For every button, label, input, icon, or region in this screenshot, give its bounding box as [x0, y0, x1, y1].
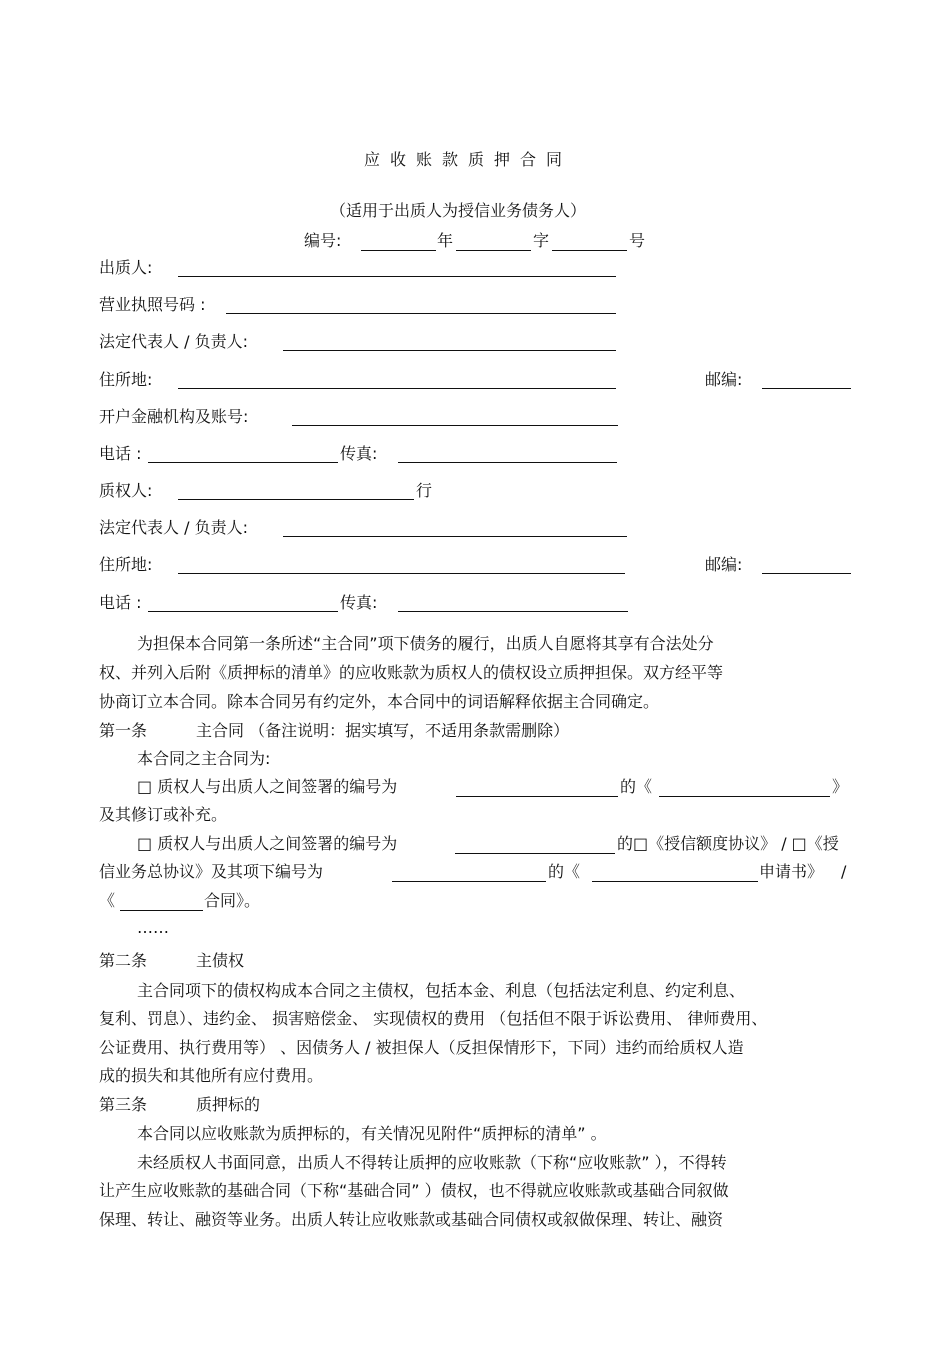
article-3-line-1: 本合同以应收账款为质押标的，有关情况见附件“质押标的清单” 。 [137, 1124, 607, 1143]
article-1-option-2-application: 申请书》 [759, 862, 824, 881]
article-1-option-2-slash: / [841, 862, 847, 881]
field-license-label: 营业执照号码 : [99, 295, 206, 314]
article-2-line-2: 复利、罚息）、违约金、 损害赔偿金、 实现债权的费用 （包括但不限于诉讼费用、 律师费用、 [99, 1009, 768, 1028]
ellipsis: …… [137, 918, 169, 937]
field-phone-2-label: 电话 : [99, 593, 142, 612]
field-address-1-blank[interactable] [178, 388, 616, 389]
field-phone-1-label: 电话 : [99, 444, 142, 463]
article-1-option-2-open: 《 [99, 891, 116, 910]
field-pledgee-suffix: 行 [416, 481, 433, 500]
field-fax-2-blank[interactable] [398, 611, 628, 612]
article-2-line-4: 成的损失和其他所有应付费用。 [99, 1066, 324, 1085]
field-postcode-1-blank[interactable] [762, 388, 851, 389]
field-pledgor-blank[interactable] [178, 276, 616, 277]
article-1-option-2-blank-sub-number[interactable] [392, 881, 546, 882]
field-postcode-2-label: 邮编: [705, 555, 743, 574]
article-1-option-2-blank-number[interactable] [455, 853, 615, 854]
field-address-2-label: 住所地: [99, 555, 153, 574]
article-1-option-2-agreements: 的□《授信额度协议》 / □《授 [617, 834, 839, 853]
article-1-option-1-close: 》 [832, 777, 849, 796]
article-2-title: 主债权 [196, 951, 245, 970]
article-2-number: 第二条 [99, 951, 148, 970]
field-legal-rep-2-blank[interactable] [283, 536, 627, 537]
article-1-option-2-line-2: 信业务总协议》及其项下编号为 [99, 862, 324, 881]
number-char: 字 [533, 231, 550, 250]
article-1-option-2-of: 的《 [548, 862, 581, 881]
intro-line-3: 协商订立本合同。除本合同另有约定外，本合同中的词语解释依据主合同确定。 [99, 692, 660, 711]
field-bank-account-label: 开户金融机构及账号: [99, 407, 249, 426]
number-no: 号 [629, 231, 646, 250]
field-pledgee-blank[interactable] [178, 499, 414, 500]
field-license-blank[interactable] [226, 313, 616, 314]
number-year: 年 [437, 231, 454, 250]
field-fax-1-blank[interactable] [398, 462, 617, 463]
field-postcode-2-blank[interactable] [762, 573, 851, 574]
field-address-2-blank[interactable] [178, 573, 625, 574]
article-1-option-2-blank-contract[interactable] [120, 910, 203, 911]
page-subtitle: （适用于出质人为授信业务债务人） [330, 201, 587, 220]
article-1-title: 主合同 （备注说明：据实填写，不适用条款需删除） [196, 721, 570, 740]
article-1-line-1: 本合同之主合同为: [137, 749, 271, 768]
article-1-option-1-of: 的《 [620, 777, 653, 796]
article-3-number: 第三条 [99, 1095, 148, 1114]
number-label: 编号: [304, 231, 342, 250]
field-fax-1-label: 传真: [340, 444, 378, 463]
article-1-option-2-contract: 合同》。 [204, 891, 261, 910]
field-phone-2-blank[interactable] [148, 611, 338, 612]
intro-line-2: 权、并列入后附《质押标的清单》的应收账款为质权人的债权设立质押担保。双方经平等 [99, 663, 724, 682]
article-1-option-2-blank-application[interactable] [592, 881, 758, 882]
article-1-option-1-text: □ 质权人与出质人之间签署的编号为 [137, 777, 398, 796]
field-phone-1-blank[interactable] [148, 462, 338, 463]
field-fax-2-label: 传真: [340, 593, 378, 612]
field-legal-rep-1-label: 法定代表人 / 负责人: [99, 332, 248, 351]
article-2-line-1: 主合同项下的债权构成本合同之主债权，包括本金、利息（包括法定利息、约定利息、 [137, 981, 746, 1000]
article-2-line-3: 公证费用、执行费用等） 、因债务人 / 被担保人（反担保情形下，下同）违约而给质权人造 [99, 1038, 744, 1057]
article-1-option-1-blank-name[interactable] [659, 796, 830, 797]
article-3-line-3: 让产生应收账款的基础合同（下称“基础合同” ）债权，也不得就应收账款或基础合同叙做 [99, 1181, 729, 1200]
field-bank-account-blank[interactable] [292, 425, 618, 426]
article-1-option-1-blank-number[interactable] [456, 796, 618, 797]
field-address-1-label: 住所地: [99, 370, 153, 389]
intro-line-1: 为担保本合同第一条所述“主合同”项下债务的履行，出质人自愿将其享有合法处分 [137, 634, 714, 653]
number-blank-1[interactable] [361, 250, 436, 251]
article-1-number: 第一条 [99, 721, 148, 740]
article-3-title: 质押标的 [196, 1095, 261, 1114]
number-blank-2[interactable] [456, 250, 531, 251]
field-postcode-1-label: 邮编: [705, 370, 743, 389]
field-pledgor-label: 出质人: [99, 258, 153, 277]
field-pledgee-label: 质权人: [99, 481, 153, 500]
article-1-option-2-text: □ 质权人与出质人之间签署的编号为 [137, 834, 398, 853]
article-3-line-4: 保理、转让、融资等业务。出质人转让应收账款或基础合同债权或叙做保理、转让、融资 [99, 1210, 724, 1229]
article-1-option-1-tail: 及其修订或补充。 [99, 805, 228, 824]
page-title: 应收账款质押合同 [364, 150, 573, 169]
field-legal-rep-1-blank[interactable] [283, 350, 616, 351]
field-legal-rep-2-label: 法定代表人 / 负责人: [99, 518, 248, 537]
article-3-line-2: 未经质权人书面同意，出质人不得转让质押的应收账款（下称“应收账款” ），不得转 [137, 1153, 727, 1172]
number-blank-3[interactable] [552, 250, 627, 251]
